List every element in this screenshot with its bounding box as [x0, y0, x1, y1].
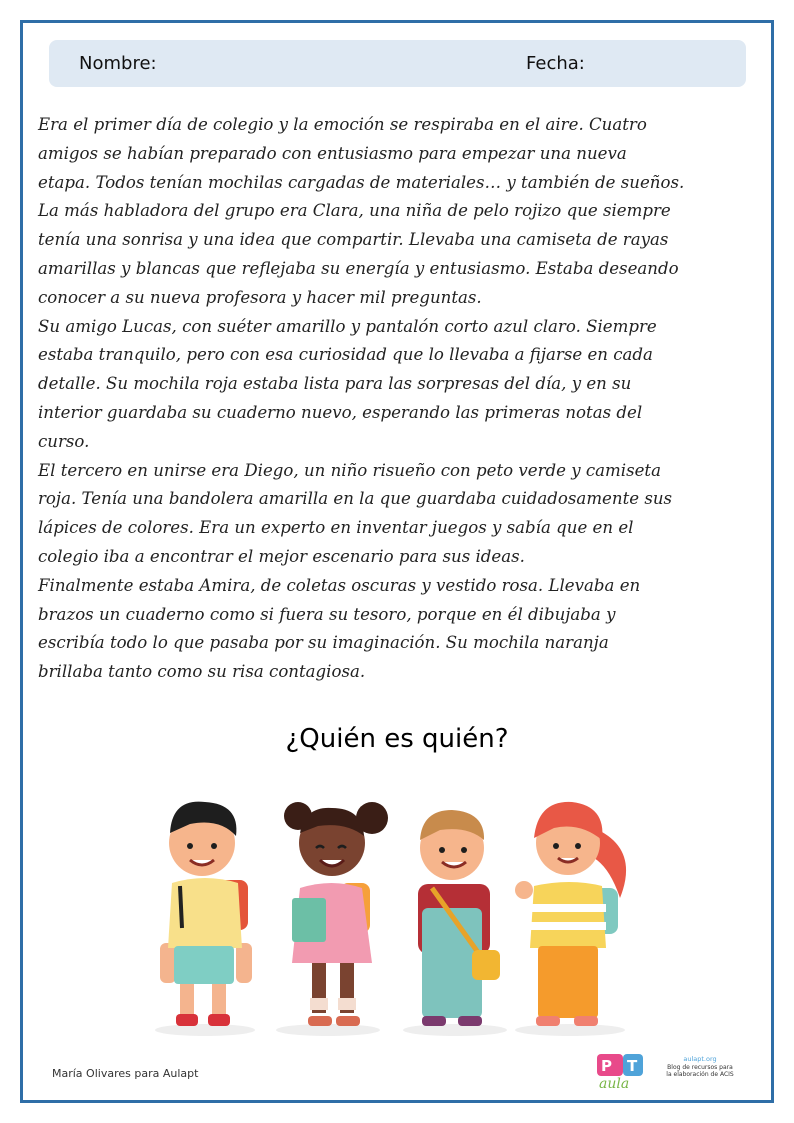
story-line: conocer a su nueva profesora y hacer mil preguntas. — [38, 287, 482, 307]
story-line: Su amigo Lucas, con suéter amarillo y pantalón corto azul claro. Siempre — [38, 316, 657, 336]
story-line: tenía una sonrisa y una idea que compartir. Llevaba una camiseta de rayas — [38, 230, 669, 250]
logo-site: aulapt.org — [683, 1055, 717, 1063]
story-line: amigos se habían preparado con entusiasmo para empezar una nueva — [38, 143, 627, 163]
story-line: amarillas y blancas que reflejaba su energía y entusiasmo. Estaba deseando — [38, 258, 679, 278]
story-line: brazos un cuaderno como si fuera su tesoro, porque en él dibujaba y — [38, 604, 616, 624]
story-line: La más habladora del grupo era Clara, una niña de pelo rojizo que siempre — [38, 201, 671, 221]
story-line: estaba tranquilo, pero con esa curiosidad que lo llevaba a fijarse en cada — [38, 345, 653, 365]
story-line: El tercero en unirse era Diego, un niño risueño con peto verde y camiseta — [38, 460, 661, 480]
student-header — [49, 40, 746, 87]
question-heading: ¿Quién es quién? — [285, 724, 509, 754]
story-line: colegio iba a encontrar el mejor escenario para sus ideas. — [38, 546, 525, 566]
story-line: interior guardaba su cuaderno nuevo, esperando las primeras notas del — [38, 402, 643, 422]
boy-diego-icon — [418, 810, 500, 1026]
author-credit: María Olivares para Aulapt — [52, 1067, 199, 1080]
logo-tagline-text: Blog de recursos para la elaboración de ACIS — [666, 1063, 734, 1078]
date-label: Fecha: — [526, 53, 585, 74]
story-line: escribía todo lo que pasaba por su imaginación. Su mochila naranja — [38, 633, 609, 653]
story-text — [38, 111, 754, 687]
story-line: roja. Tenía una bandolera amarilla en la que guardaba cuidadosamente sus — [38, 489, 673, 509]
story-line: lápices de colores. Era un experto en inventar juegos y sabía que en el — [38, 518, 634, 538]
story-line: Finalmente estaba Amira, de coletas oscuras y vestido rosa. Llevaba en — [38, 575, 641, 595]
logo-tagline — [665, 1056, 735, 1079]
svg-text:T: T — [627, 1057, 638, 1075]
boy-lucas-icon — [160, 802, 252, 1026]
story-line: detalle. Su mochila roja estaba lista para las sorpresas del día, y en su — [38, 374, 632, 394]
girl-clara-icon — [515, 802, 626, 1026]
svg-text:aula: aula — [599, 1076, 630, 1092]
girl-amira-icon — [284, 802, 388, 1026]
story-line: Era el primer día de colegio y la emoción se respiraba en el aire. Cuatro — [38, 115, 647, 134]
story-line: curso. — [38, 431, 90, 451]
name-label: Nombre: — [79, 53, 157, 74]
story-line: etapa. Todos tenían mochilas cargadas de materiales… y también de sueños. — [38, 172, 685, 192]
svg-text:P: P — [601, 1057, 612, 1075]
children-illustration — [150, 788, 640, 1038]
story-line: brillaba tanto como su risa contagiosa. — [38, 662, 366, 682]
